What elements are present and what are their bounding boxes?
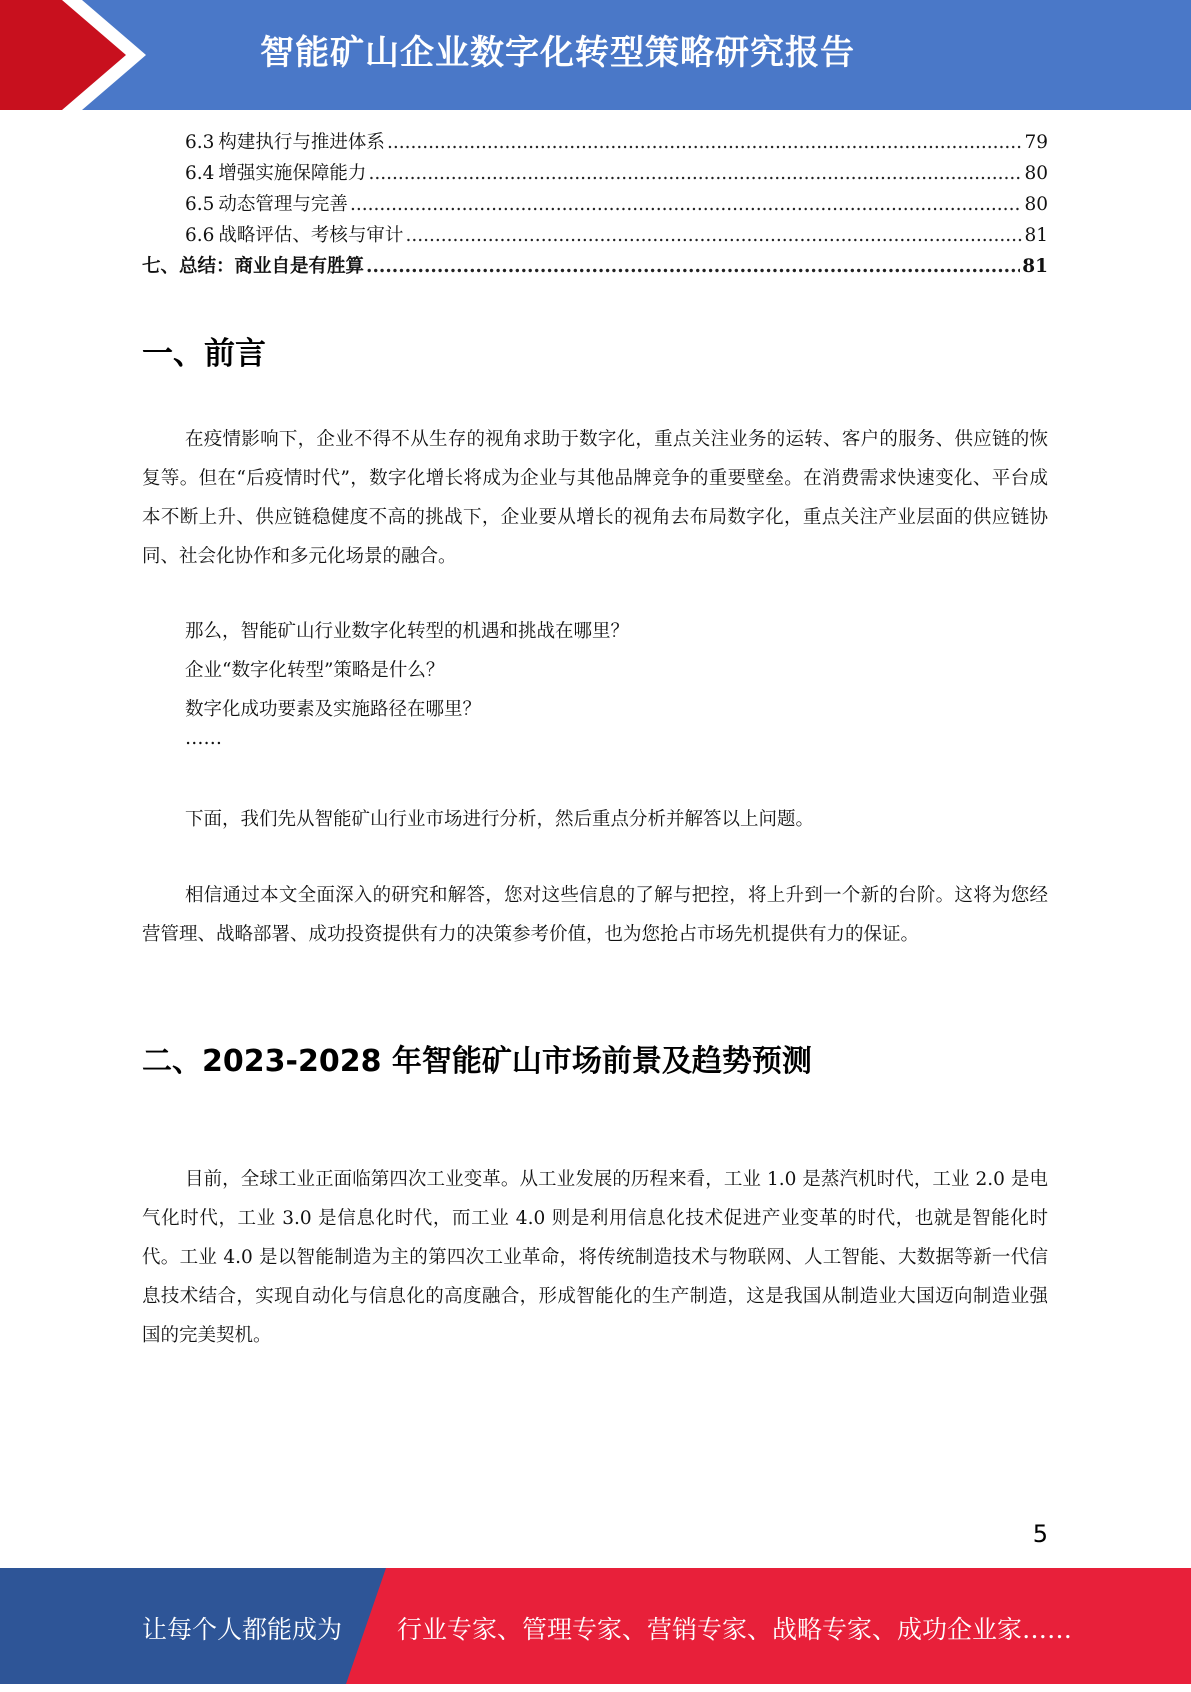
toc-leader-dots bbox=[350, 194, 1023, 215]
toc-entry[interactable] bbox=[142, 221, 1048, 252]
report-title: 智能矿山企业数字化转型策略研究报告 bbox=[260, 33, 855, 73]
toc-entry-page: 81 bbox=[1024, 225, 1048, 246]
table-of-contents bbox=[142, 128, 1048, 283]
toc-entry-page: 80 bbox=[1024, 194, 1048, 215]
section-heading-intro: 一、前言 bbox=[142, 336, 266, 372]
toc-entry[interactable] bbox=[142, 159, 1048, 190]
toc-leader-dots bbox=[368, 163, 1022, 184]
report-header bbox=[0, 0, 1191, 110]
toc-entry-page: 79 bbox=[1024, 132, 1048, 153]
intro-paragraph-1: 在疫情影响下，企业不得不从生存的视角求助于数字化，重点关注业务的运转、客户的服务、供应链的恢复等。但在“后疫情时代”，数字化增长将成为企业与其他品牌竞争的重要壁垒。在消费需求快速变化、平台成本不断上升、供应链稳健度不高的挑战下，企业要从增长的视角去布局数字化，重点关注产业层面的供应链协同、社会化协作和多元化场景的融合。 bbox=[142, 429, 1048, 567]
toc-entry-page: 80 bbox=[1024, 163, 1048, 184]
toc-entry-label: 七、总结：商业自是有胜算 bbox=[142, 256, 365, 277]
header-arrow-decoration bbox=[0, 0, 150, 110]
toc-entry-label: 动态管理与完善 bbox=[218, 194, 348, 215]
toc-entry[interactable] bbox=[142, 128, 1048, 159]
question-line: 企业“数字化转型”策略是什么？ bbox=[185, 660, 445, 681]
toc-entry-number: 6.5 bbox=[185, 194, 215, 215]
footer-slogan-left: 让每个人都能成为 bbox=[142, 1615, 343, 1644]
toc-entry-chapter[interactable] bbox=[142, 252, 1048, 283]
intro-paragraph-2: 下面，我们先从智能矿山行业市场进行分析，然后重点分析并解答以上问题。 bbox=[185, 809, 815, 830]
toc-entry-number: 6.3 bbox=[185, 132, 215, 153]
page-number: 5 bbox=[1032, 1520, 1048, 1548]
market-paragraph-1: 目前，全球工业正面临第四次工业变革。从工业发展的历程来看，工业 1.0 是蒸汽机时代，工业 2.0 是电气化时代，工业 3.0 是信息化时代，而工业 4.0 则是利用信息化技术促进产业变革的时代，也就是智能化时代。工业 4.0 是以智能制造为主的第四次工业革命，将传统制造技术与物联网、人工智能、大数据等新一代信息技术结合，实现自动化与信息化的高度融合，形成智能化的生产制造，这是我国从制造业大国迈向制造业强国的完美契机。 bbox=[142, 1169, 1048, 1346]
toc-entry-number: 6.6 bbox=[185, 225, 215, 246]
toc-entry-label: 构建执行与推进体系 bbox=[218, 132, 385, 153]
question-line: 数字化成功要素及实施路径在哪里？ bbox=[185, 699, 482, 720]
toc-entry-number: 6.4 bbox=[185, 163, 215, 184]
toc-entry[interactable] bbox=[142, 190, 1048, 221]
ellipsis-line: …… bbox=[185, 728, 222, 749]
toc-leader-dots bbox=[366, 256, 1020, 277]
question-line: 那么，智能矿山行业数字化转型的机遇和挑战在哪里？ bbox=[185, 621, 630, 642]
toc-leader-dots bbox=[405, 225, 1022, 246]
footer-slogan-right: 行业专家、管理专家、营销专家、战略专家、成功企业家…… bbox=[397, 1615, 1073, 1644]
toc-entry-label: 增强实施保障能力 bbox=[218, 163, 367, 184]
toc-entry-label: 战略评估、考核与审计 bbox=[218, 225, 404, 246]
toc-leader-dots bbox=[387, 132, 1023, 153]
toc-entry-page: 81 bbox=[1022, 256, 1048, 277]
report-footer bbox=[0, 1568, 1191, 1684]
section-heading-market: 二、2023-2028 年智能矿山市场前景及趋势预测 bbox=[142, 1044, 812, 1079]
intro-paragraph-3: 相信通过本文全面深入的研究和解答，您对这些信息的了解与把控，将上升到一个新的台阶。这将为您经营管理、战略部署、成功投资提供有力的决策参考价值，也为您抢占市场先机提供有力的保证。 bbox=[142, 885, 1048, 945]
